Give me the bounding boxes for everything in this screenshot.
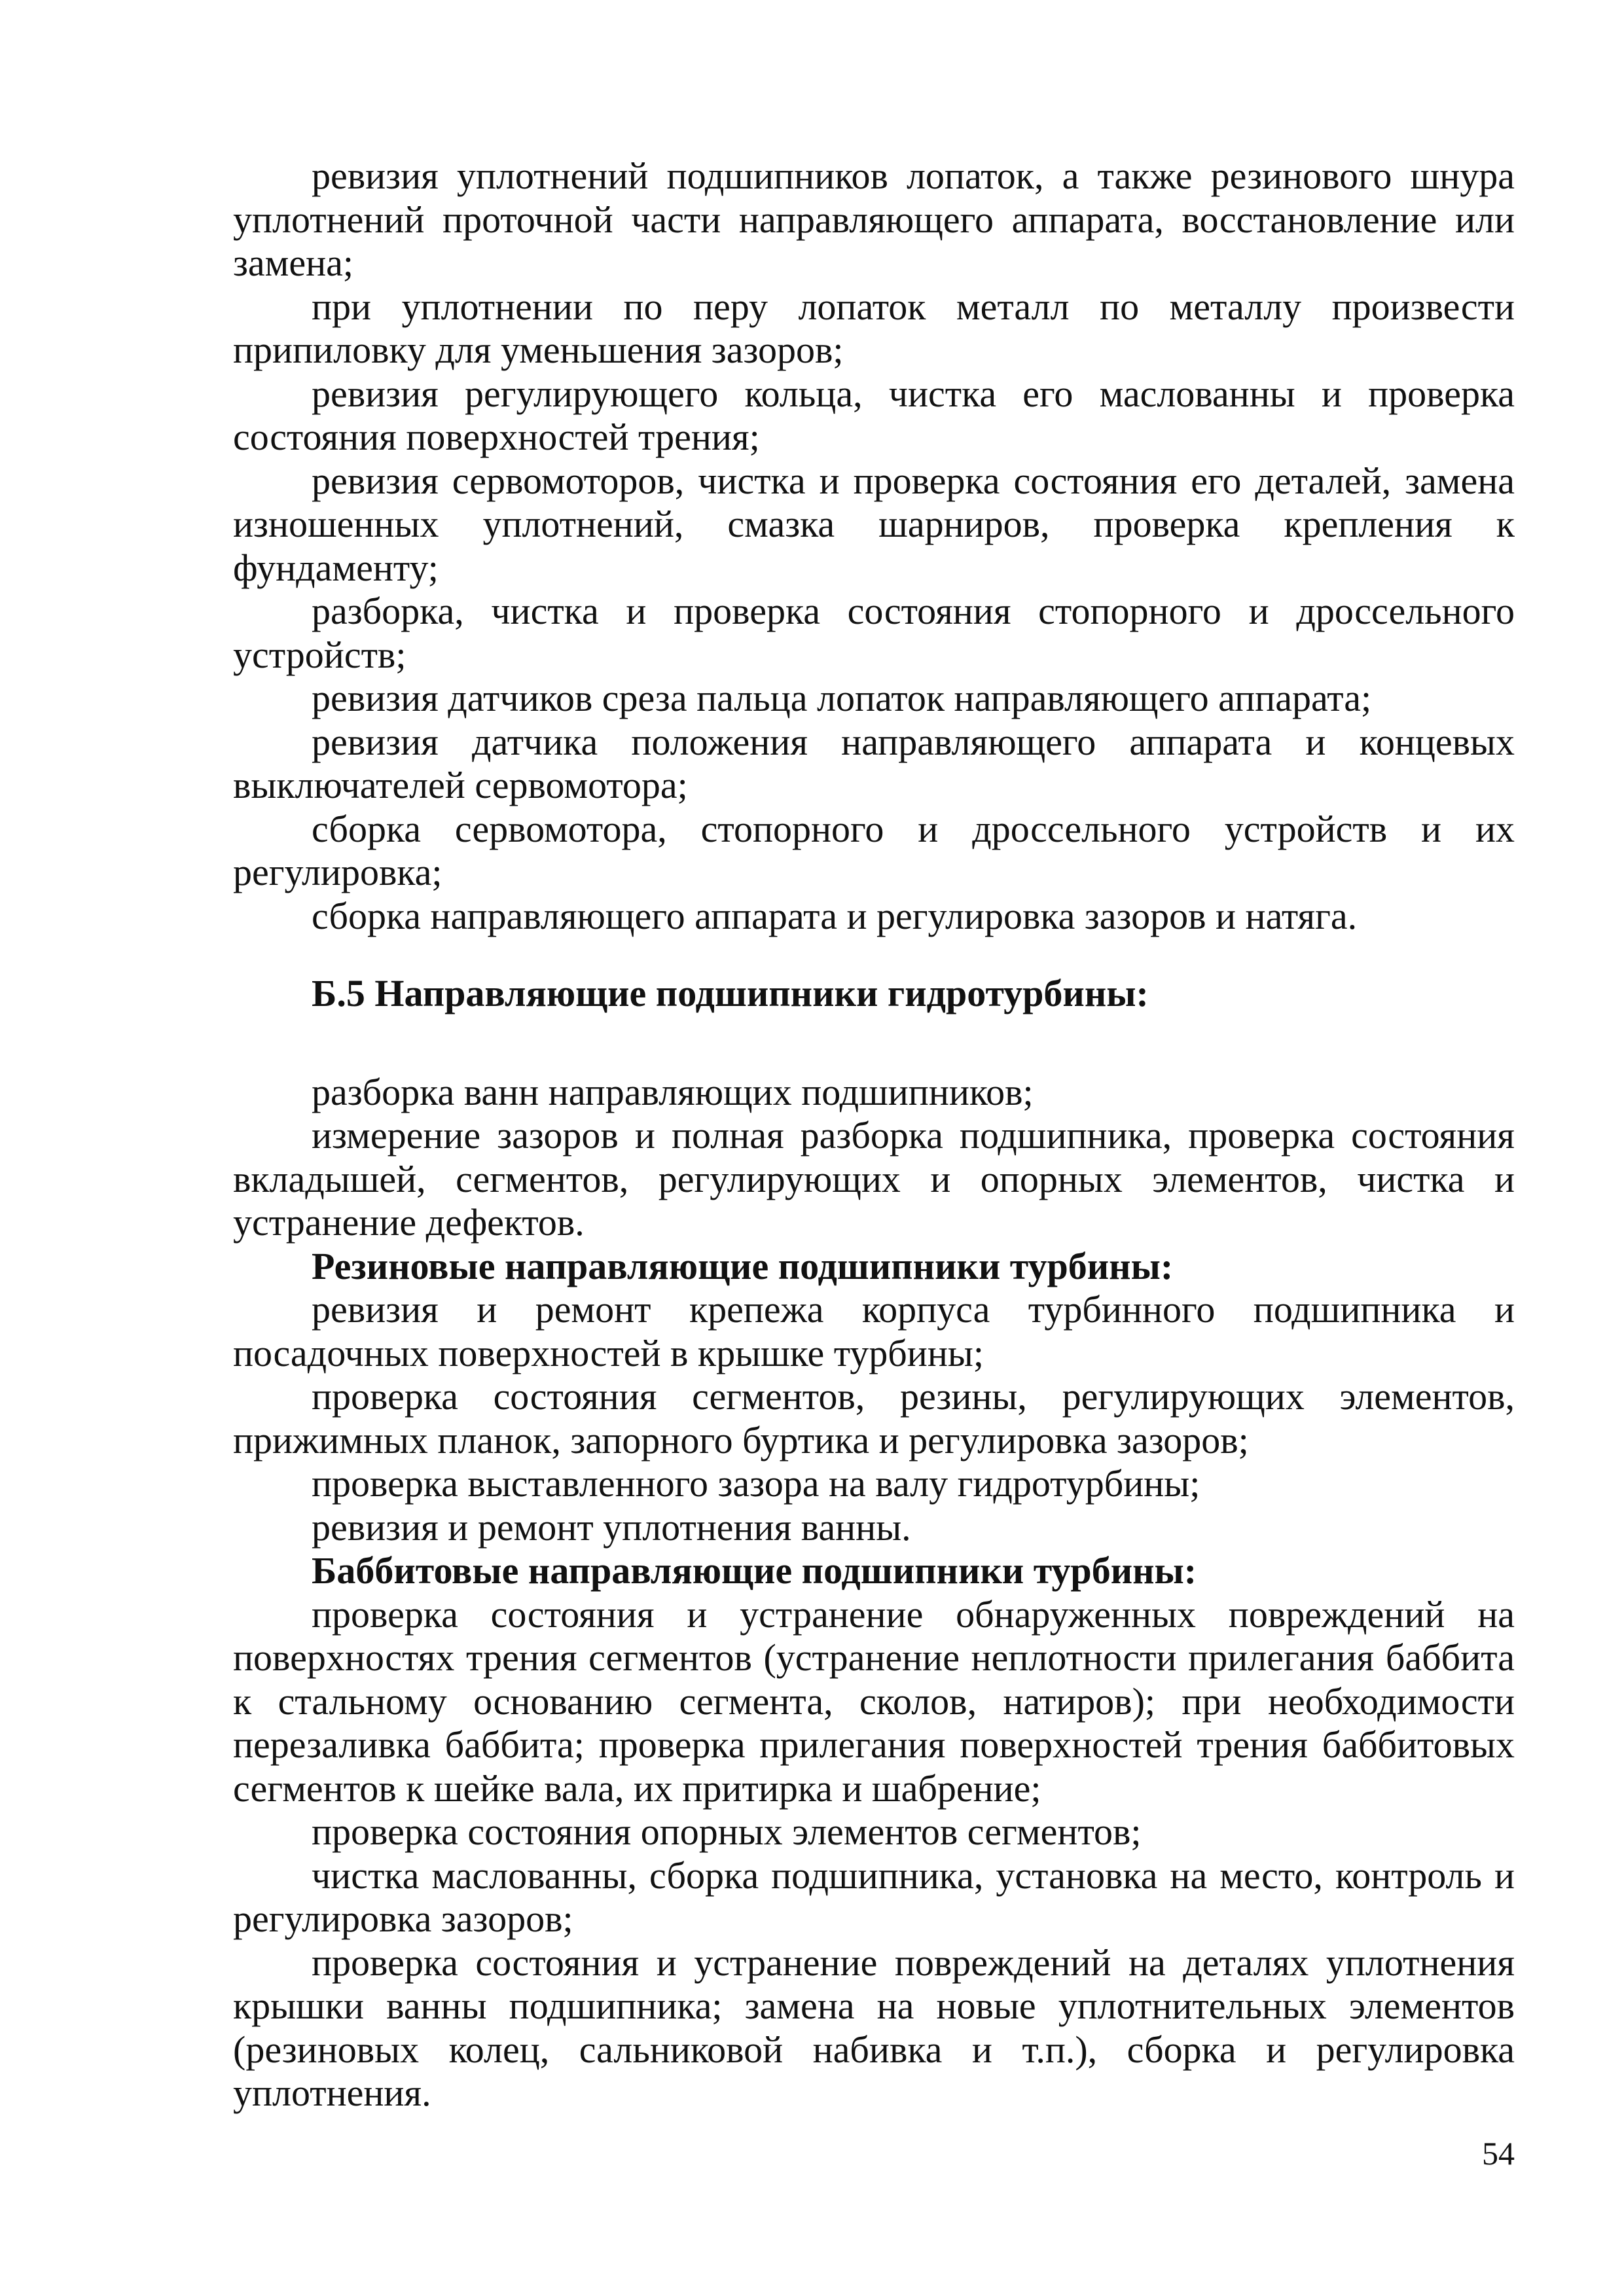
list-item: проверка состояния сегментов, резины, регулирующих элементов, прижимных планок, запорного буртика и регулировка зазоров; [233, 1375, 1515, 1462]
babbitt-list [233, 1593, 1515, 2115]
rubber-bearings-heading: Резиновые направляющие подшипники турбины: [312, 1244, 1174, 1287]
list-item: измерение зазоров и полная разборка подшипника, проверка состояния вкладышей, сегментов, регулирующих и опорных элементов, чистка и устранение дефектов. [233, 1114, 1515, 1244]
list-item: проверка состояния и устранение повреждений на деталях уплотнения крышки ванны подшипника; замена на новые уплотнительных элементов (резиновых колец, сальниковой набивка и т.п.), сборка и регулировка уплотнения. [233, 1941, 1515, 2114]
list-item: сборка направляющего аппарата и регулировка зазоров и натяга. [312, 894, 1358, 937]
list-item: сборка сервомотора, стопорного и дроссельного устройств и их регулировка; [233, 807, 1515, 893]
spacer [233, 938, 1515, 972]
list-item: ревизия и ремонт уплотнения ванны. [312, 1505, 911, 1549]
list-item: проверка состояния и устранение обнаруженных повреждений на поверхностях трения сегментов (устранение неплотности прилегания баббита к стальному основанию сегмента, сколов, натиров); при необходимости перезаливка баббита; проверка прилегания поверхностей трения баббитовых сегментов к шейке вала, их притирка и шабрение; [233, 1592, 1515, 1810]
babbitt-bearings-heading: Баббитовые направляющие подшипники турбины: [312, 1549, 1197, 1592]
page-body [233, 154, 1515, 2115]
list-item: ревизия уплотнений подшипников лопаток, а также резинового шнура уплотнений проточной части направляющего аппарата, восстановление или замена; [233, 154, 1515, 284]
list-item: при уплотнении по перу лопаток металл по металлу произвести припиловку для уменьшения зазоров; [233, 285, 1515, 371]
list-item: ревизия и ремонт крепежа корпуса турбинного подшипника и посадочных поверхностей в крышке турбины; [233, 1288, 1515, 1374]
list-item: ревизия сервомоторов, чистка и проверка состояния его деталей, замена изношенных уплотнений, смазка шарниров, проверка крепления к фундаменту; [233, 459, 1515, 589]
list-item: ревизия датчиков среза пальца лопаток направляющего аппарата; [312, 677, 1372, 719]
section-heading: Б.5 Направляющие подшипники гидротурбины: [312, 972, 1149, 1014]
rubber-list [233, 1288, 1515, 1549]
general-list [233, 1071, 1515, 1245]
list-item: разборка, чистка и проверка состояния стопорного и дроссельного устройств; [233, 590, 1515, 676]
list-item: проверка состояния опорных элементов сегментов; [312, 1810, 1142, 1853]
list-item: проверка выставленного зазора на валу гидротурбины; [312, 1462, 1200, 1505]
top-list [233, 154, 1515, 938]
spacer [233, 1016, 1515, 1071]
page-number: 54 [1482, 2135, 1515, 2172]
list-item: ревизия датчика положения направляющего аппарата и концевых выключателей сервомотора; [233, 720, 1515, 806]
list-item: разборка ванн направляющих подшипников; [312, 1070, 1034, 1113]
list-item: чистка маслованны, сборка подшипника, установка на место, контроль и регулировка зазоров; [233, 1854, 1515, 1940]
list-item: ревизия регулирующего кольца, чистка его маслованны и проверка состояния поверхностей трения; [233, 372, 1515, 458]
